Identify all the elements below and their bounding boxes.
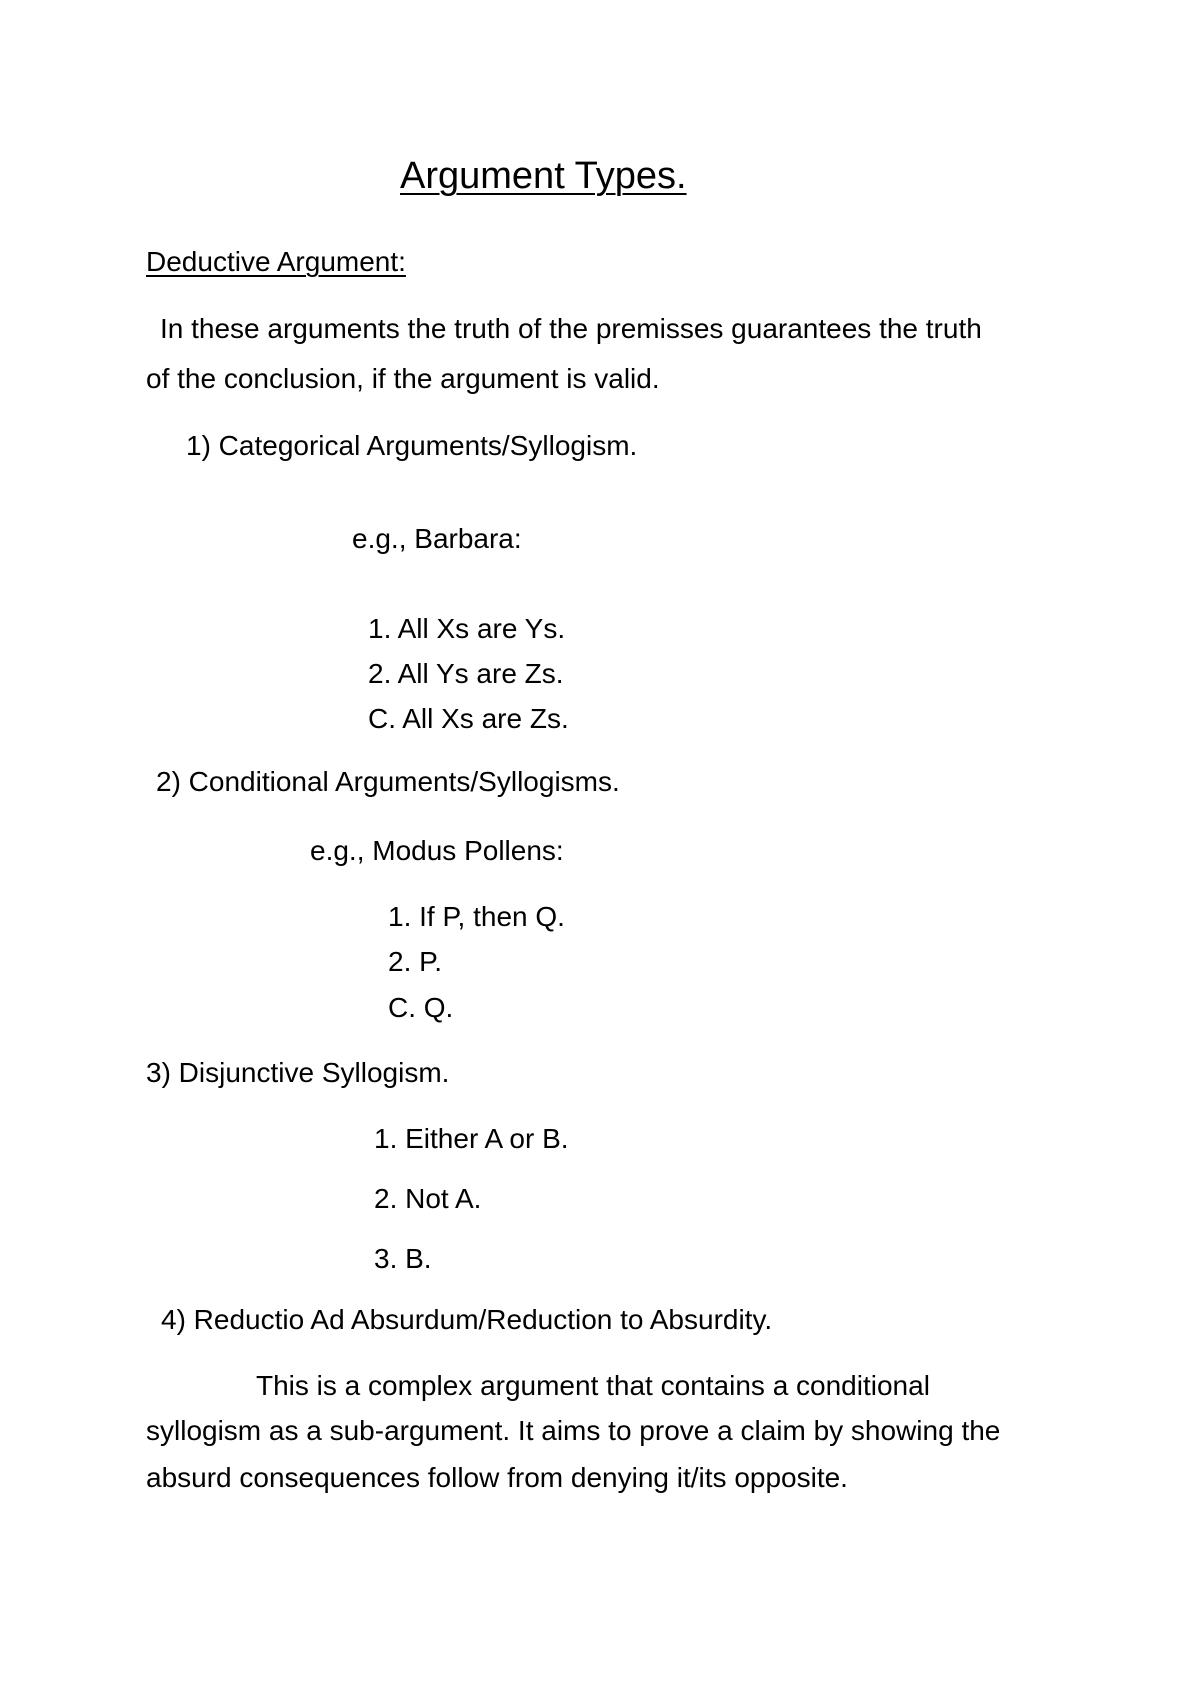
intro-line-1: In these arguments the truth of the premisses guarantees the truth (160, 313, 982, 344)
type-heading-conditional: 2) Conditional Arguments/Syllogisms. (156, 766, 620, 797)
disjunctive-step-2: 2. Not A. (374, 1183, 482, 1214)
intro-line-2: of the conclusion, if the argument is valid. (146, 363, 660, 394)
type-heading-disjunctive: 3) Disjunctive Syllogism. (146, 1057, 450, 1088)
type-heading-reductio: 4) Reductio Ad Absurdum/Reduction to Absurdity. (161, 1304, 773, 1335)
conditional-conclusion: C. Q. (388, 992, 454, 1023)
section-heading-deductive-argument: Deductive Argument: (146, 246, 406, 277)
reductio-description-line-3: absurd consequences follow from denying it/its opposite. (146, 1462, 848, 1493)
conditional-step-2: 2. P. (388, 946, 442, 977)
categorical-step-2: 2. All Ys are Zs. (368, 658, 564, 689)
type-heading-categorical: 1) Categorical Arguments/Syllogism. (186, 430, 638, 461)
example-label-barbara: e.g., Barbara: (352, 523, 522, 554)
reductio-description-line-2: syllogism as a sub-argument. It aims to prove a claim by showing the (146, 1415, 1001, 1446)
disjunctive-step-1: 1. Either A or B. (374, 1123, 569, 1154)
categorical-conclusion: C. All Xs are Zs. (368, 703, 569, 734)
page-title: Argument Types. (400, 155, 687, 197)
conditional-step-1: 1. If P, then Q. (388, 901, 565, 932)
disjunctive-step-3: 3. B. (374, 1243, 432, 1274)
categorical-step-1: 1. All Xs are Ys. (368, 613, 566, 644)
reductio-description-line-1: This is a complex argument that contains a conditional (256, 1370, 930, 1401)
example-label-modus-pollens: e.g., Modus Pollens: (310, 835, 564, 866)
